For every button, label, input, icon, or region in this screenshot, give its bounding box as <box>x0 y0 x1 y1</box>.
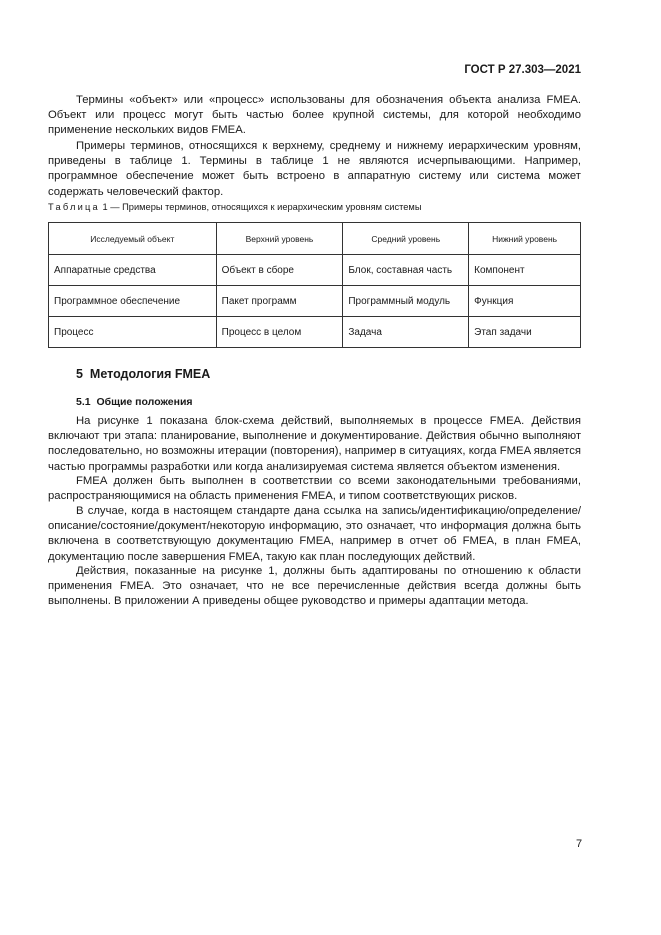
table-caption <box>48 202 422 212</box>
body-paragraph-2-text: FMEA должен быть выполнен в соответствии со всеми законодательными требованиями, распространяющимися на область применения FMEA, и типом соответствующих рисков. <box>48 475 581 503</box>
subsection-number: 5.1 <box>76 396 91 408</box>
table-cell: Процесс в целом <box>216 317 343 348</box>
hierarchy-terms-table <box>48 222 581 348</box>
table-row <box>49 286 581 317</box>
table-cell: Блок, составная часть <box>343 255 469 286</box>
intro-paragraph-1-text: Термины «объект» или «процесс» использованы для обозначения объекта анализа FMEA. Объект или процесс могут быть частью более крупной системы, для которой необходимо применение нескольких видов FMEA. <box>48 94 581 137</box>
table-cell: Программное обеспечение <box>49 286 217 317</box>
table-cell: Процесс <box>49 317 217 348</box>
table-cell: Задача <box>343 317 469 348</box>
page-number: 7 <box>576 838 583 850</box>
body-paragraph-1 <box>48 414 581 475</box>
body-paragraph-4-text: Действия, показанные на рисунке 1, должны быть адаптированы по отношению к области применения FMEA. Это означает, что не все перечисленные действия всегда должны быть выполнены. В приложении А приведены общее руководство и примеры адаптации метода. <box>48 565 581 608</box>
table-cell: Функция <box>469 286 581 317</box>
body-paragraph-3 <box>48 504 581 565</box>
intro-paragraph-2 <box>48 139 581 200</box>
table-cell: Программный модуль <box>343 286 469 317</box>
body-paragraph-1-text: На рисунке 1 показана блок-схема действий, выполняемых в процессе FMEA. Действия включают три этапа: планирование, выполнение и документирование. Действия обычно выполняют последовательно, но возможны итерации (повторения), например в ситуациях, когда FMEA является частью программы разработки или когда анализируемая система является объектом изменения. <box>48 415 581 473</box>
table-cell: Этап задачи <box>469 317 581 348</box>
subsection-heading <box>76 396 193 408</box>
intro-paragraph-2-text: Примеры терминов, относящихся к верхнему, среднему и нижнему иерархическим уровням, приведены в таблице 1. Термины в таблице 1 не являются исчерпывающими. Например, программное обеспечение может быть встроено в аппаратную систему или система может содержать человеческий фактор. <box>48 140 581 198</box>
table-row <box>49 317 581 348</box>
table-header-row <box>49 223 581 255</box>
header-cell-upper-level: Верхний уровень <box>216 223 343 255</box>
table-row <box>49 255 581 286</box>
section-heading <box>76 367 210 381</box>
table-caption-text: 1 — Примеры терминов, относящихся к иерархическим уровням системы <box>102 202 422 212</box>
document-header: ГОСТ Р 27.303—2021 <box>464 64 581 76</box>
intro-paragraph-1 <box>48 93 581 139</box>
section-title: Методология FMEA <box>89 367 211 381</box>
header-cell-object: Исследуемый объект <box>49 223 217 255</box>
body-paragraph-3-text: В случае, когда в настоящем стандарте дана ссылка на запись/идентификацию/определение/описание/состояние/документ/некоторую информацию, это означает, что информация должна быть включена в соответствующую документацию FMEA, например в отчет об FMEA, в план FMEA, документацию после завершения FMEA, такую как план последующих действий. <box>48 505 581 563</box>
body-paragraph-4 <box>48 564 581 610</box>
header-cell-middle-level: Средний уровень <box>343 223 469 255</box>
table-caption-label: Таблица <box>48 202 100 212</box>
table-cell: Компонент <box>469 255 581 286</box>
section-number: 5 <box>76 367 83 381</box>
body-paragraph-2 <box>48 474 581 504</box>
table-cell: Пакет программ <box>216 286 343 317</box>
table-cell: Аппаратные средства <box>49 255 217 286</box>
subsection-title: Общие положения <box>96 396 193 408</box>
header-cell-lower-level: Нижний уровень <box>469 223 581 255</box>
table-cell: Объект в сборе <box>216 255 343 286</box>
